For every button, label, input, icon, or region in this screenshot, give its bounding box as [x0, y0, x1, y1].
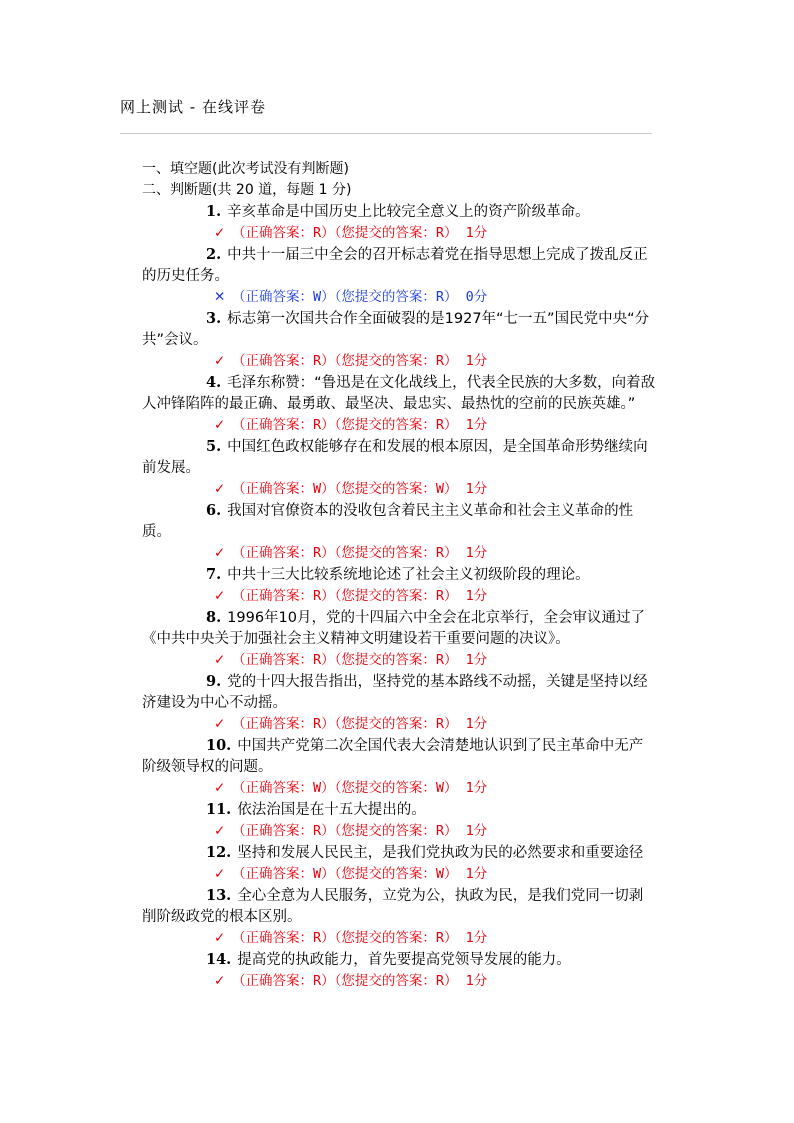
answer-result — [142, 928, 656, 949]
result-text: （正确答案：R）（您提交的答案：R） 1分 — [232, 716, 488, 732]
question-item — [142, 885, 656, 928]
question-number: 13. — [206, 887, 232, 904]
question-text: 党的十四大报告指出，坚持党的基本路线不动摇，关键是坚持以经济建设为中心不动摇。 — [142, 674, 648, 711]
question-text: 标志第一次国共合作全面破裂的是1927年“七一五”国民党中央“分共”会议。 — [142, 311, 650, 348]
result-text: （正确答案：W）（您提交的答案：R） 0分 — [232, 289, 488, 305]
check-icon: ✓ — [214, 545, 226, 561]
result-text: （正确答案：R）（您提交的答案：R） 1分 — [232, 652, 488, 668]
question-item — [142, 201, 656, 223]
question-number: 8. — [206, 609, 222, 626]
check-icon: ✓ — [214, 716, 226, 732]
section-headings — [142, 159, 351, 201]
question-item — [142, 607, 656, 650]
answer-result — [142, 287, 656, 308]
question-number: 11. — [206, 801, 232, 818]
question-item — [142, 372, 656, 415]
check-icon: ✓ — [214, 417, 226, 433]
result-text: （正确答案：R）（您提交的答案：R） 1分 — [232, 823, 488, 839]
result-text: （正确答案：R）（您提交的答案：R） 1分 — [232, 588, 488, 604]
header-divider — [120, 133, 652, 134]
question-item — [142, 799, 656, 821]
question-number: 14. — [206, 951, 232, 968]
section-fill-blank: 一、填空题(此次考试没有判断题) — [142, 161, 349, 177]
result-text: （正确答案：R）（您提交的答案：R） 1分 — [232, 225, 488, 241]
question-number: 4. — [206, 374, 222, 391]
page-title: 网上测试 - 在线评卷 — [120, 98, 266, 116]
answer-result — [142, 714, 656, 735]
question-text: 提高党的执政能力，首先要提高党领导发展的能力。 — [237, 952, 571, 968]
question-text: 毛泽东称赞：“鲁迅是在文化战线上，代表全民族的大多数，向着敌人冲锋陷阵的最正确、最勇敢、最坚决、最忠实、最热忱的空前的民族英雄。” — [142, 375, 656, 412]
question-number: 10. — [206, 737, 232, 754]
result-text: （正确答案：R）（您提交的答案：R） 1分 — [232, 353, 488, 369]
check-icon: ✓ — [214, 973, 226, 989]
answer-result — [142, 778, 656, 799]
check-icon: ✓ — [214, 588, 226, 604]
question-text: 辛亥革命是中国历史上比较完全意义上的资产阶级革命。 — [227, 204, 590, 220]
question-item — [142, 564, 656, 586]
result-text: （正确答案：R）（您提交的答案：R） 1分 — [232, 973, 488, 989]
answer-result — [142, 864, 656, 885]
question-text: 坚持和发展人民民主，是我们党执政为民的必然要求和重要途径 — [237, 845, 644, 861]
question-number: 5. — [206, 438, 222, 455]
question-text: 中共十三大比较系统地论述了社会主义初级阶段的理论。 — [227, 567, 590, 583]
question-item — [142, 842, 656, 864]
result-text: （正确答案：W）（您提交的答案：W） 1分 — [232, 866, 488, 882]
question-item — [142, 308, 656, 351]
answer-result — [142, 479, 656, 500]
question-number: 7. — [206, 566, 222, 583]
check-icon: ✓ — [214, 866, 226, 882]
question-text: 中国红色政权能够存在和发展的根本原因，是全国革命形势继续向前发展。 — [142, 439, 648, 476]
answer-result — [142, 351, 656, 372]
question-number: 6. — [206, 502, 222, 519]
answer-result — [142, 415, 656, 436]
check-icon: ✓ — [214, 481, 226, 497]
question-item — [142, 436, 656, 479]
check-icon: ✓ — [214, 780, 226, 796]
question-item — [142, 735, 656, 778]
question-item — [142, 671, 656, 714]
question-text: 全心全意为人民服务，立党为公，执政为民，是我们党同一切剥削阶级政党的根本区别。 — [142, 888, 644, 925]
answer-result — [142, 971, 656, 992]
result-text: （正确答案：R）（您提交的答案：R） 1分 — [232, 545, 488, 561]
check-icon: ✓ — [214, 353, 226, 369]
question-item — [142, 949, 656, 971]
question-list — [142, 201, 656, 992]
answer-result — [142, 650, 656, 671]
question-number: 1. — [206, 203, 222, 220]
cross-icon: ✕ — [214, 289, 226, 305]
answer-result — [142, 821, 656, 842]
question-number: 3. — [206, 310, 222, 327]
question-item — [142, 244, 656, 287]
result-text: （正确答案：W）（您提交的答案：W） 1分 — [232, 481, 488, 497]
result-text: （正确答案：R）（您提交的答案：R） 1分 — [232, 417, 488, 433]
question-text: 中国共产党第二次全国代表大会清楚地认识到了民主革命中无产阶级领导权的问题。 — [142, 738, 644, 775]
question-text: 依法治国是在十五大提出的。 — [237, 802, 426, 818]
check-icon: ✓ — [214, 225, 226, 241]
answer-result — [142, 586, 656, 607]
question-number: 12. — [206, 844, 232, 861]
question-text: 1996年10月，党的十四届六中全会在北京举行，全会审议通过了《中共中央关于加强社会主义精神文明建设若干重要问题的决议》。 — [142, 610, 645, 647]
check-icon: ✓ — [214, 652, 226, 668]
question-number: 9. — [206, 673, 222, 690]
question-item — [142, 500, 656, 543]
question-text: 我国对官僚资本的没收包含着民主主义革命和社会主义革命的性质。 — [142, 503, 634, 540]
result-text: （正确答案：W）（您提交的答案：W） 1分 — [232, 780, 488, 796]
section-true-false: 二、判断题(共 20 道，每题 1 分) — [142, 182, 352, 198]
question-text: 中共十一届三中全会的召开标志着党在指导思想上完成了拨乱反正的历史任务。 — [142, 247, 648, 284]
question-number: 2. — [206, 246, 222, 263]
answer-result — [142, 543, 656, 564]
check-icon: ✓ — [214, 823, 226, 839]
check-icon: ✓ — [214, 930, 226, 946]
answer-result — [142, 223, 656, 244]
result-text: （正确答案：R）（您提交的答案：R） 1分 — [232, 930, 488, 946]
